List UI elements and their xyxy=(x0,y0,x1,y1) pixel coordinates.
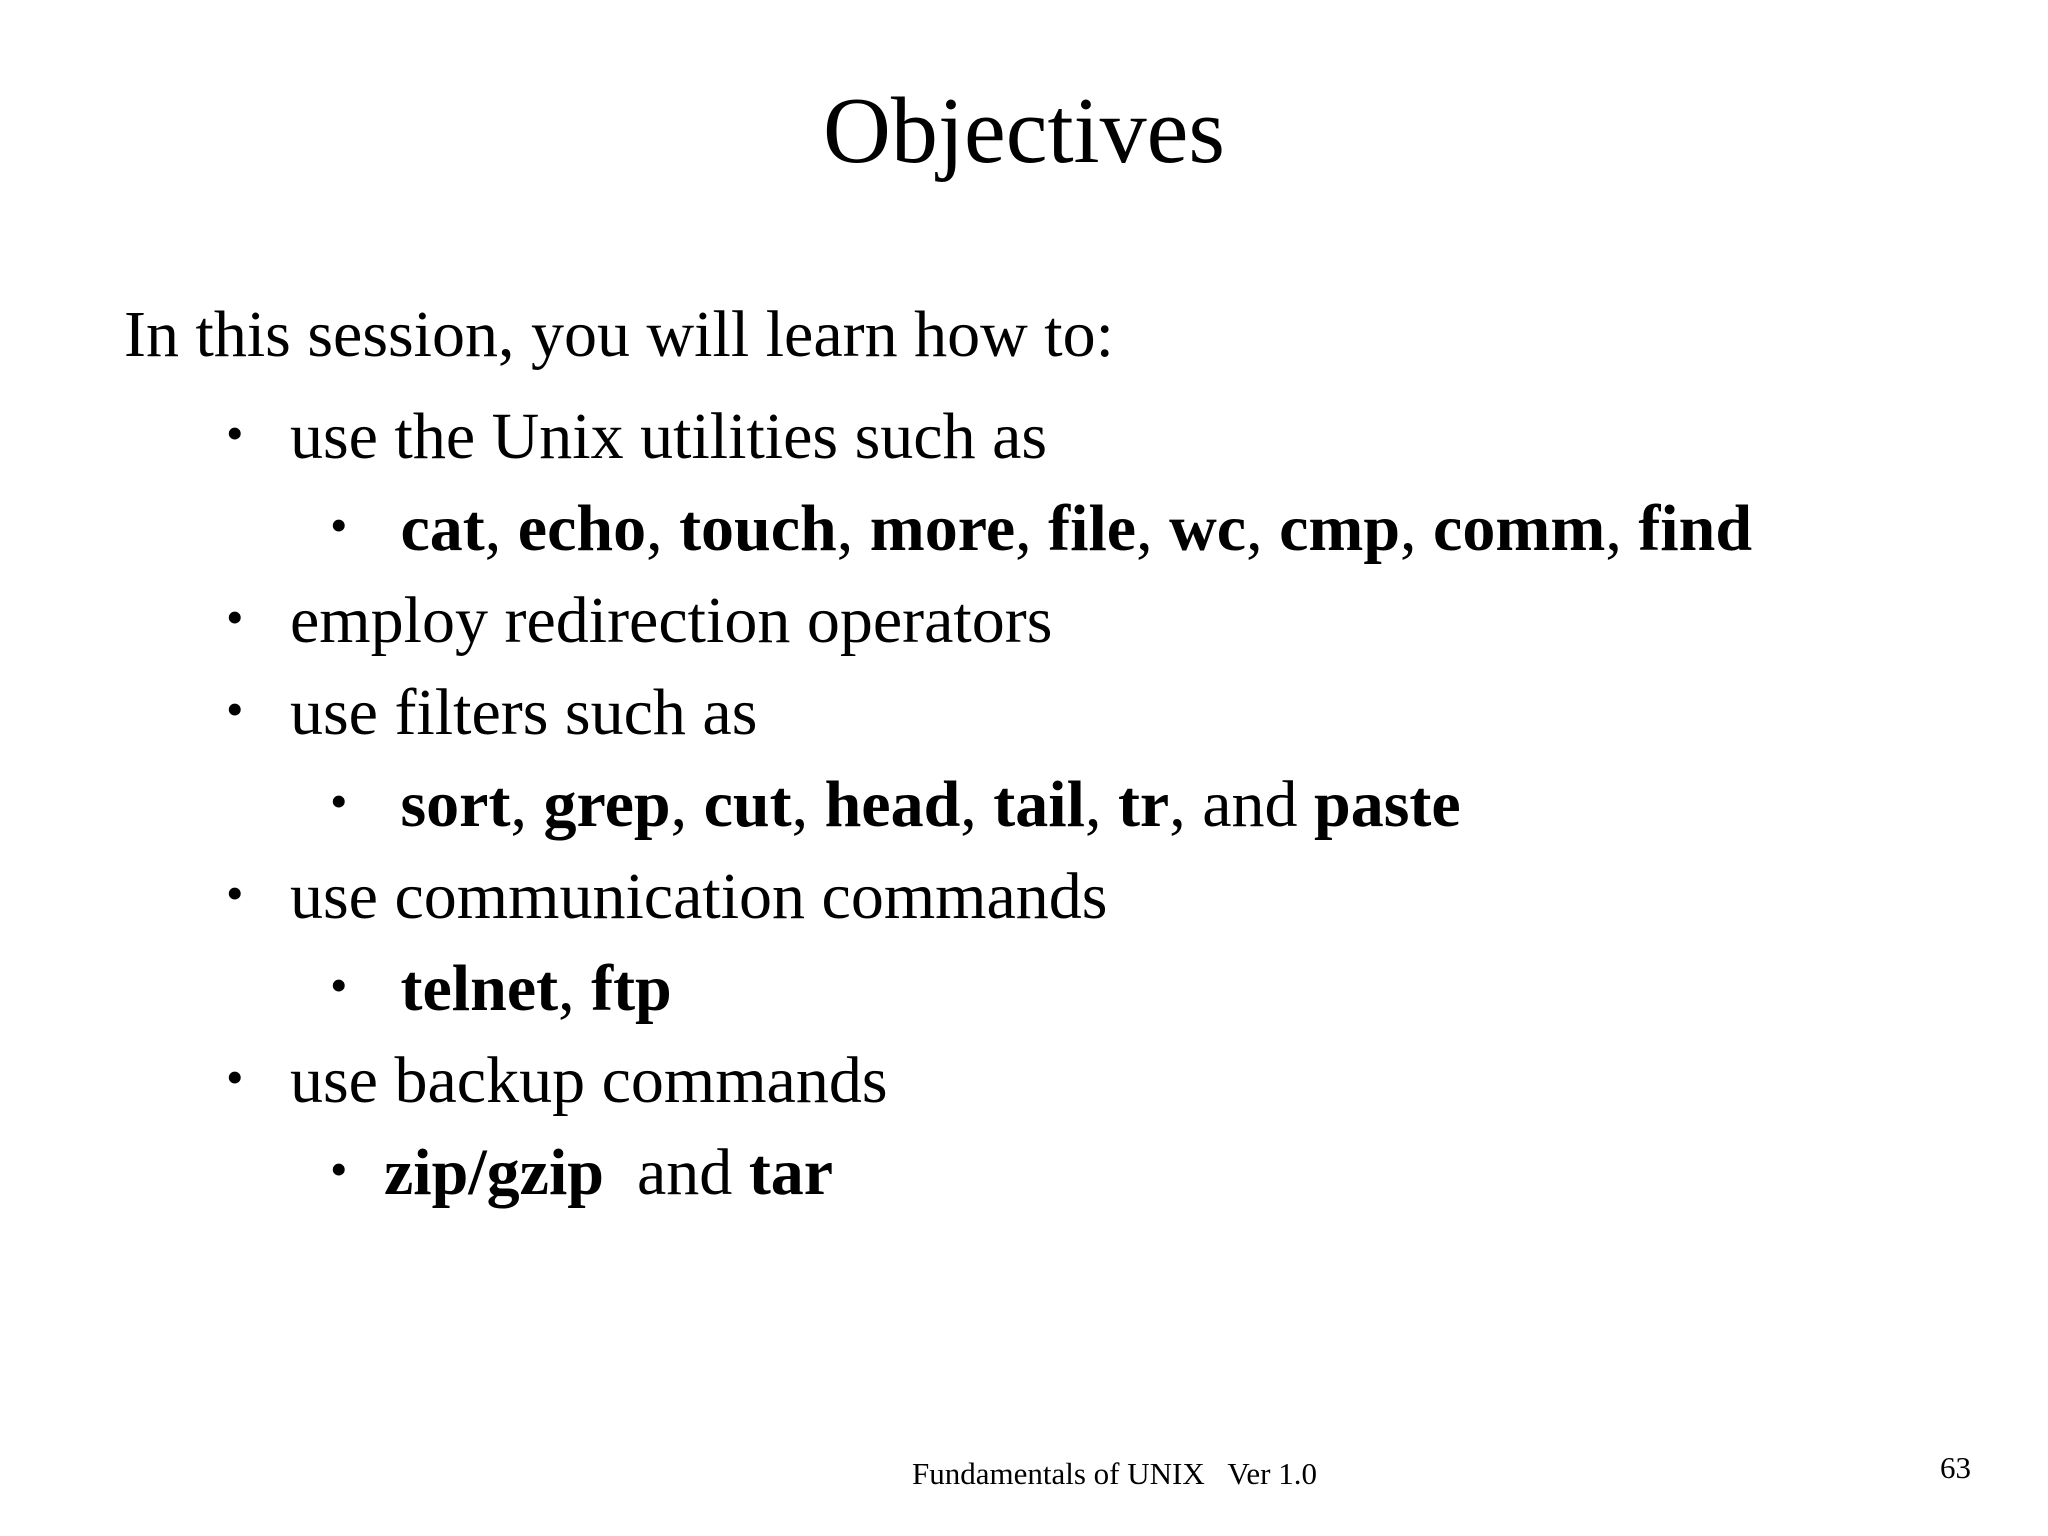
bullet-icon: • xyxy=(226,1049,244,1105)
separator: , and xyxy=(1169,768,1315,841)
command: ftp xyxy=(591,952,672,1025)
command: find xyxy=(1638,492,1753,565)
list-item-communication xyxy=(226,860,1108,933)
bullet-icon: • xyxy=(226,405,244,461)
separator: , xyxy=(670,768,704,841)
separator: , xyxy=(1400,492,1434,565)
separator: , xyxy=(646,492,680,565)
command: tr xyxy=(1117,768,1170,841)
command: head xyxy=(824,768,961,841)
separator: , xyxy=(791,768,825,841)
separator: and xyxy=(604,1136,749,1209)
separator: , xyxy=(1136,492,1170,565)
command: more xyxy=(869,492,1016,565)
list-item-communication-commands xyxy=(330,952,672,1025)
separator: , xyxy=(1246,492,1280,565)
separator: , xyxy=(1015,492,1049,565)
list-item-label: use filters such as xyxy=(290,676,758,749)
separator: , xyxy=(836,492,870,565)
command-list xyxy=(384,952,672,1025)
list-item-utility-commands xyxy=(330,492,1753,565)
separator: , xyxy=(1605,492,1639,565)
bullet-icon: • xyxy=(330,1141,348,1197)
list-item-filters xyxy=(226,676,758,749)
command: cmp xyxy=(1279,492,1401,565)
separator: , xyxy=(1084,768,1118,841)
bullet-icon: • xyxy=(330,957,348,1013)
command: sort xyxy=(400,768,511,841)
command: comm xyxy=(1433,492,1606,565)
command: tar xyxy=(748,1136,834,1209)
intro-text: In this session, you will learn how to: xyxy=(124,298,1114,371)
command-list xyxy=(384,768,1461,841)
command: cat xyxy=(400,492,485,565)
command: zip/gzip xyxy=(384,1136,605,1209)
command: tail xyxy=(993,768,1085,841)
bullet-icon: • xyxy=(226,589,244,645)
bullet-icon: • xyxy=(330,773,348,829)
separator: , xyxy=(960,768,994,841)
command: touch xyxy=(679,492,837,565)
bullet-icon: • xyxy=(226,865,244,921)
command: file xyxy=(1048,492,1137,565)
bullet-icon: • xyxy=(330,497,348,553)
list-item-backup xyxy=(226,1044,888,1117)
command: cut xyxy=(703,768,792,841)
list-item-label: use the Unix utilities such as xyxy=(290,400,1048,473)
list-item-label: use communication commands xyxy=(290,860,1108,933)
list-item-label: use backup commands xyxy=(290,1044,888,1117)
list-item-label: employ redirection operators xyxy=(290,584,1053,657)
command: wc xyxy=(1169,492,1247,565)
command-list xyxy=(384,1136,833,1209)
list-item-filter-commands xyxy=(330,768,1461,841)
command: echo xyxy=(517,492,647,565)
command: grep xyxy=(543,768,671,841)
command: telnet xyxy=(400,952,559,1025)
bullet-icon: • xyxy=(226,681,244,737)
separator: , xyxy=(558,952,592,1025)
footer-text: Fundamentals of UNIX Ver 1.0 xyxy=(912,1456,1317,1491)
separator: , xyxy=(484,492,518,565)
page-number: 63 xyxy=(1940,1450,1971,1485)
list-item-redirection xyxy=(226,584,1053,657)
command-list xyxy=(384,492,1752,565)
list-item-backup-commands xyxy=(330,1136,834,1209)
slide-title: Objectives xyxy=(823,79,1225,183)
command: paste xyxy=(1314,768,1461,841)
separator: , xyxy=(510,768,544,841)
list-item-unix-utilities xyxy=(226,400,1048,473)
